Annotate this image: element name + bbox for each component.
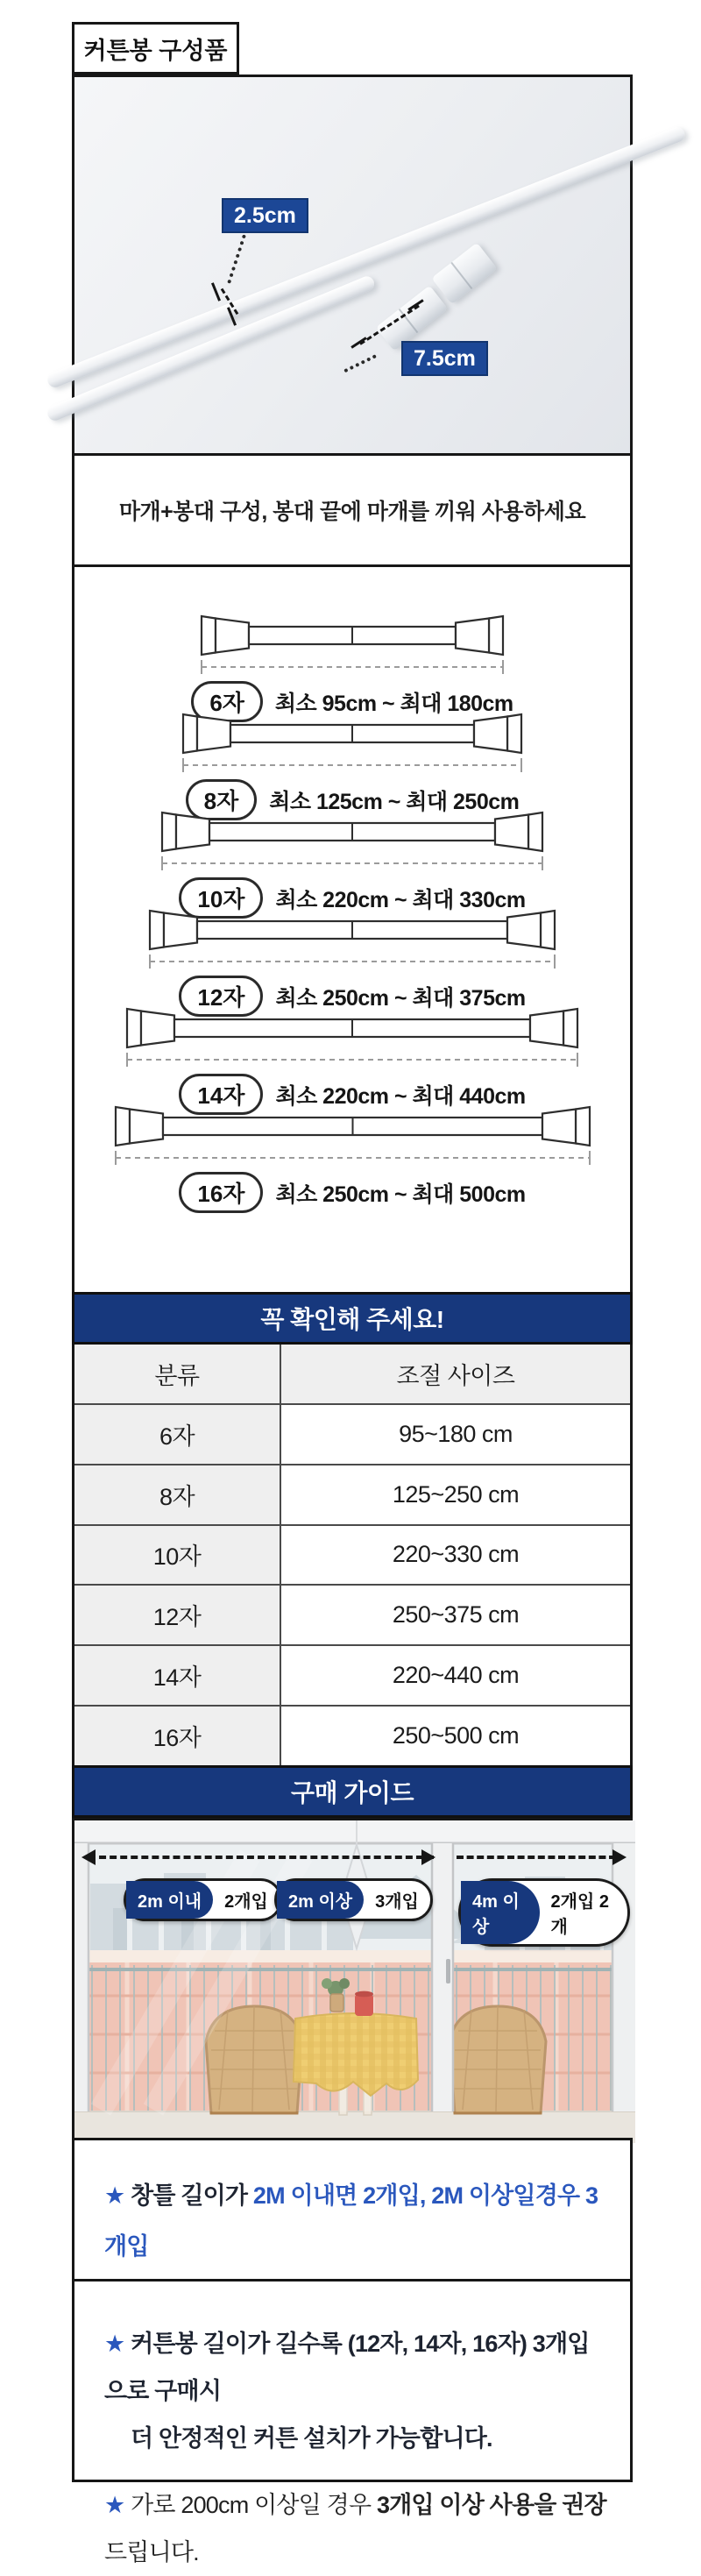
table-cell: 250~500 cm [281, 1707, 630, 1765]
table-cell: 16자 [74, 1707, 280, 1765]
size-table [72, 1342, 633, 1768]
rod-diagram [148, 909, 556, 975]
usage-note-rod-length [72, 2279, 633, 2565]
curtain-rod-photo-2 [46, 274, 377, 423]
measure-tick [211, 282, 221, 302]
table-cell: 10자 [74, 1526, 280, 1585]
component-photo [72, 75, 633, 456]
component-caption: 마개+봉대 구성, 봉대 끝에 마개를 끼워 사용하세요 [72, 453, 633, 567]
size-range: 최소 220cm ~ 최대 330cm [275, 887, 526, 912]
note-text: 커튼봉 길이가 길수록 (12자, 14자, 16자) 3개입으로 구매시 [104, 2331, 590, 2404]
size-pill: 16자 [179, 1172, 263, 1213]
size-range: 최소 250cm ~ 최대 375cm [275, 985, 526, 1011]
arrowhead-middle [421, 1849, 435, 1865]
window-span-arrow-right [457, 1856, 616, 1859]
rod-diagram [160, 811, 544, 876]
arrowhead-left [81, 1849, 96, 1865]
check-section-header: 꼭 확인해 주세요! [72, 1292, 633, 1345]
table-cell: 220~440 cm [281, 1646, 630, 1705]
size-group-16 [74, 1105, 630, 1207]
size-range: 최소 250cm ~ 최대 500cm [275, 1182, 526, 1207]
purchase-guide-photo [72, 1818, 633, 2140]
badge-range: 2m 이내 [126, 1881, 213, 1919]
note-text: 창틀 길이가 [124, 2182, 253, 2209]
note-line: 더 안정적인 커튼 설치가 가능합니다. [131, 2425, 492, 2452]
rod-diagram [200, 614, 505, 680]
table-cell: 95~180 cm [281, 1405, 630, 1464]
size-range: 최소 220cm ~ 최대 440cm [275, 1083, 526, 1109]
size-diagram-section [72, 564, 633, 1295]
size-pill: 8자 [186, 779, 258, 820]
curtain-rod-photo-1 [46, 125, 687, 390]
leader-line-cap [343, 354, 377, 373]
size-pill: 10자 [179, 877, 263, 919]
rod-diagram [181, 713, 523, 778]
star-icon: ★ [104, 2331, 125, 2357]
note-line [104, 2170, 605, 2272]
badge-qty: 3개입 [375, 1892, 419, 1912]
size-group-8 [74, 713, 630, 814]
size-group-14 [74, 1007, 630, 1109]
badge-range: 4m 이상 [461, 1881, 540, 1944]
size-range: 최소 125cm ~ 최대 250cm [269, 789, 520, 814]
table-header-size: 조절 사이즈 [281, 1345, 630, 1403]
rod-diagram [114, 1105, 591, 1171]
diameter-label: 2.5cm [222, 198, 308, 233]
window-span-arrow-left [89, 1856, 434, 1859]
page-title: 커튼봉 구성품 [72, 22, 239, 75]
size-pill: 6자 [191, 681, 263, 722]
size-pill: 14자 [179, 1074, 263, 1115]
guide-section-header: 구매 가이드 [72, 1765, 633, 1818]
size-group-10 [74, 811, 630, 912]
leader-line-diameter [227, 234, 246, 283]
star-icon: ★ [104, 2182, 125, 2209]
cap-length-label: 7.5cm [401, 341, 488, 376]
size-group-6 [74, 614, 630, 716]
table-cell: 12자 [74, 1586, 280, 1644]
badge-range: 2m 이상 [277, 1881, 364, 1919]
size-group-12 [74, 909, 630, 1011]
table-cell: 125~250 cm [281, 1465, 630, 1524]
badge-qty: 2개입 2개 [550, 1892, 609, 1937]
end-cap-single [431, 243, 497, 305]
star-icon: ★ [104, 2492, 125, 2518]
note-text: 드립니다. [104, 2539, 199, 2565]
table-cell: 220~330 cm [281, 1526, 630, 1585]
table-cell: 14자 [74, 1646, 280, 1705]
balcony-scene [74, 1820, 635, 2143]
table-cell: 8자 [74, 1465, 280, 1524]
table-cell: 6자 [74, 1405, 280, 1464]
note-line [104, 2320, 609, 2415]
note-text: 가로 200cm 이상일 경우 [124, 2492, 377, 2518]
table-cell: 250~375 cm [281, 1586, 630, 1644]
rod-diagram [125, 1007, 579, 1073]
table-header-category: 분류 [74, 1345, 280, 1403]
usage-note-window-length [72, 2138, 633, 2281]
note-text-highlight: 2M 이내면 2개입, 2M 이상일경우 3개입 [104, 2182, 598, 2260]
guide-badge-2m-over [274, 1878, 433, 1921]
note-text-bold: 3개입 이상 사용을 권장 [376, 2492, 606, 2518]
arrowhead-right [612, 1849, 627, 1865]
guide-badge-2m-under [124, 1878, 282, 1921]
guide-badge-4m-over [458, 1878, 630, 1947]
size-range: 최소 95cm ~ 최대 180cm [274, 691, 513, 716]
size-pill: 12자 [179, 976, 263, 1017]
badge-qty: 2개입 [224, 1892, 268, 1912]
note-line [104, 2481, 609, 2576]
